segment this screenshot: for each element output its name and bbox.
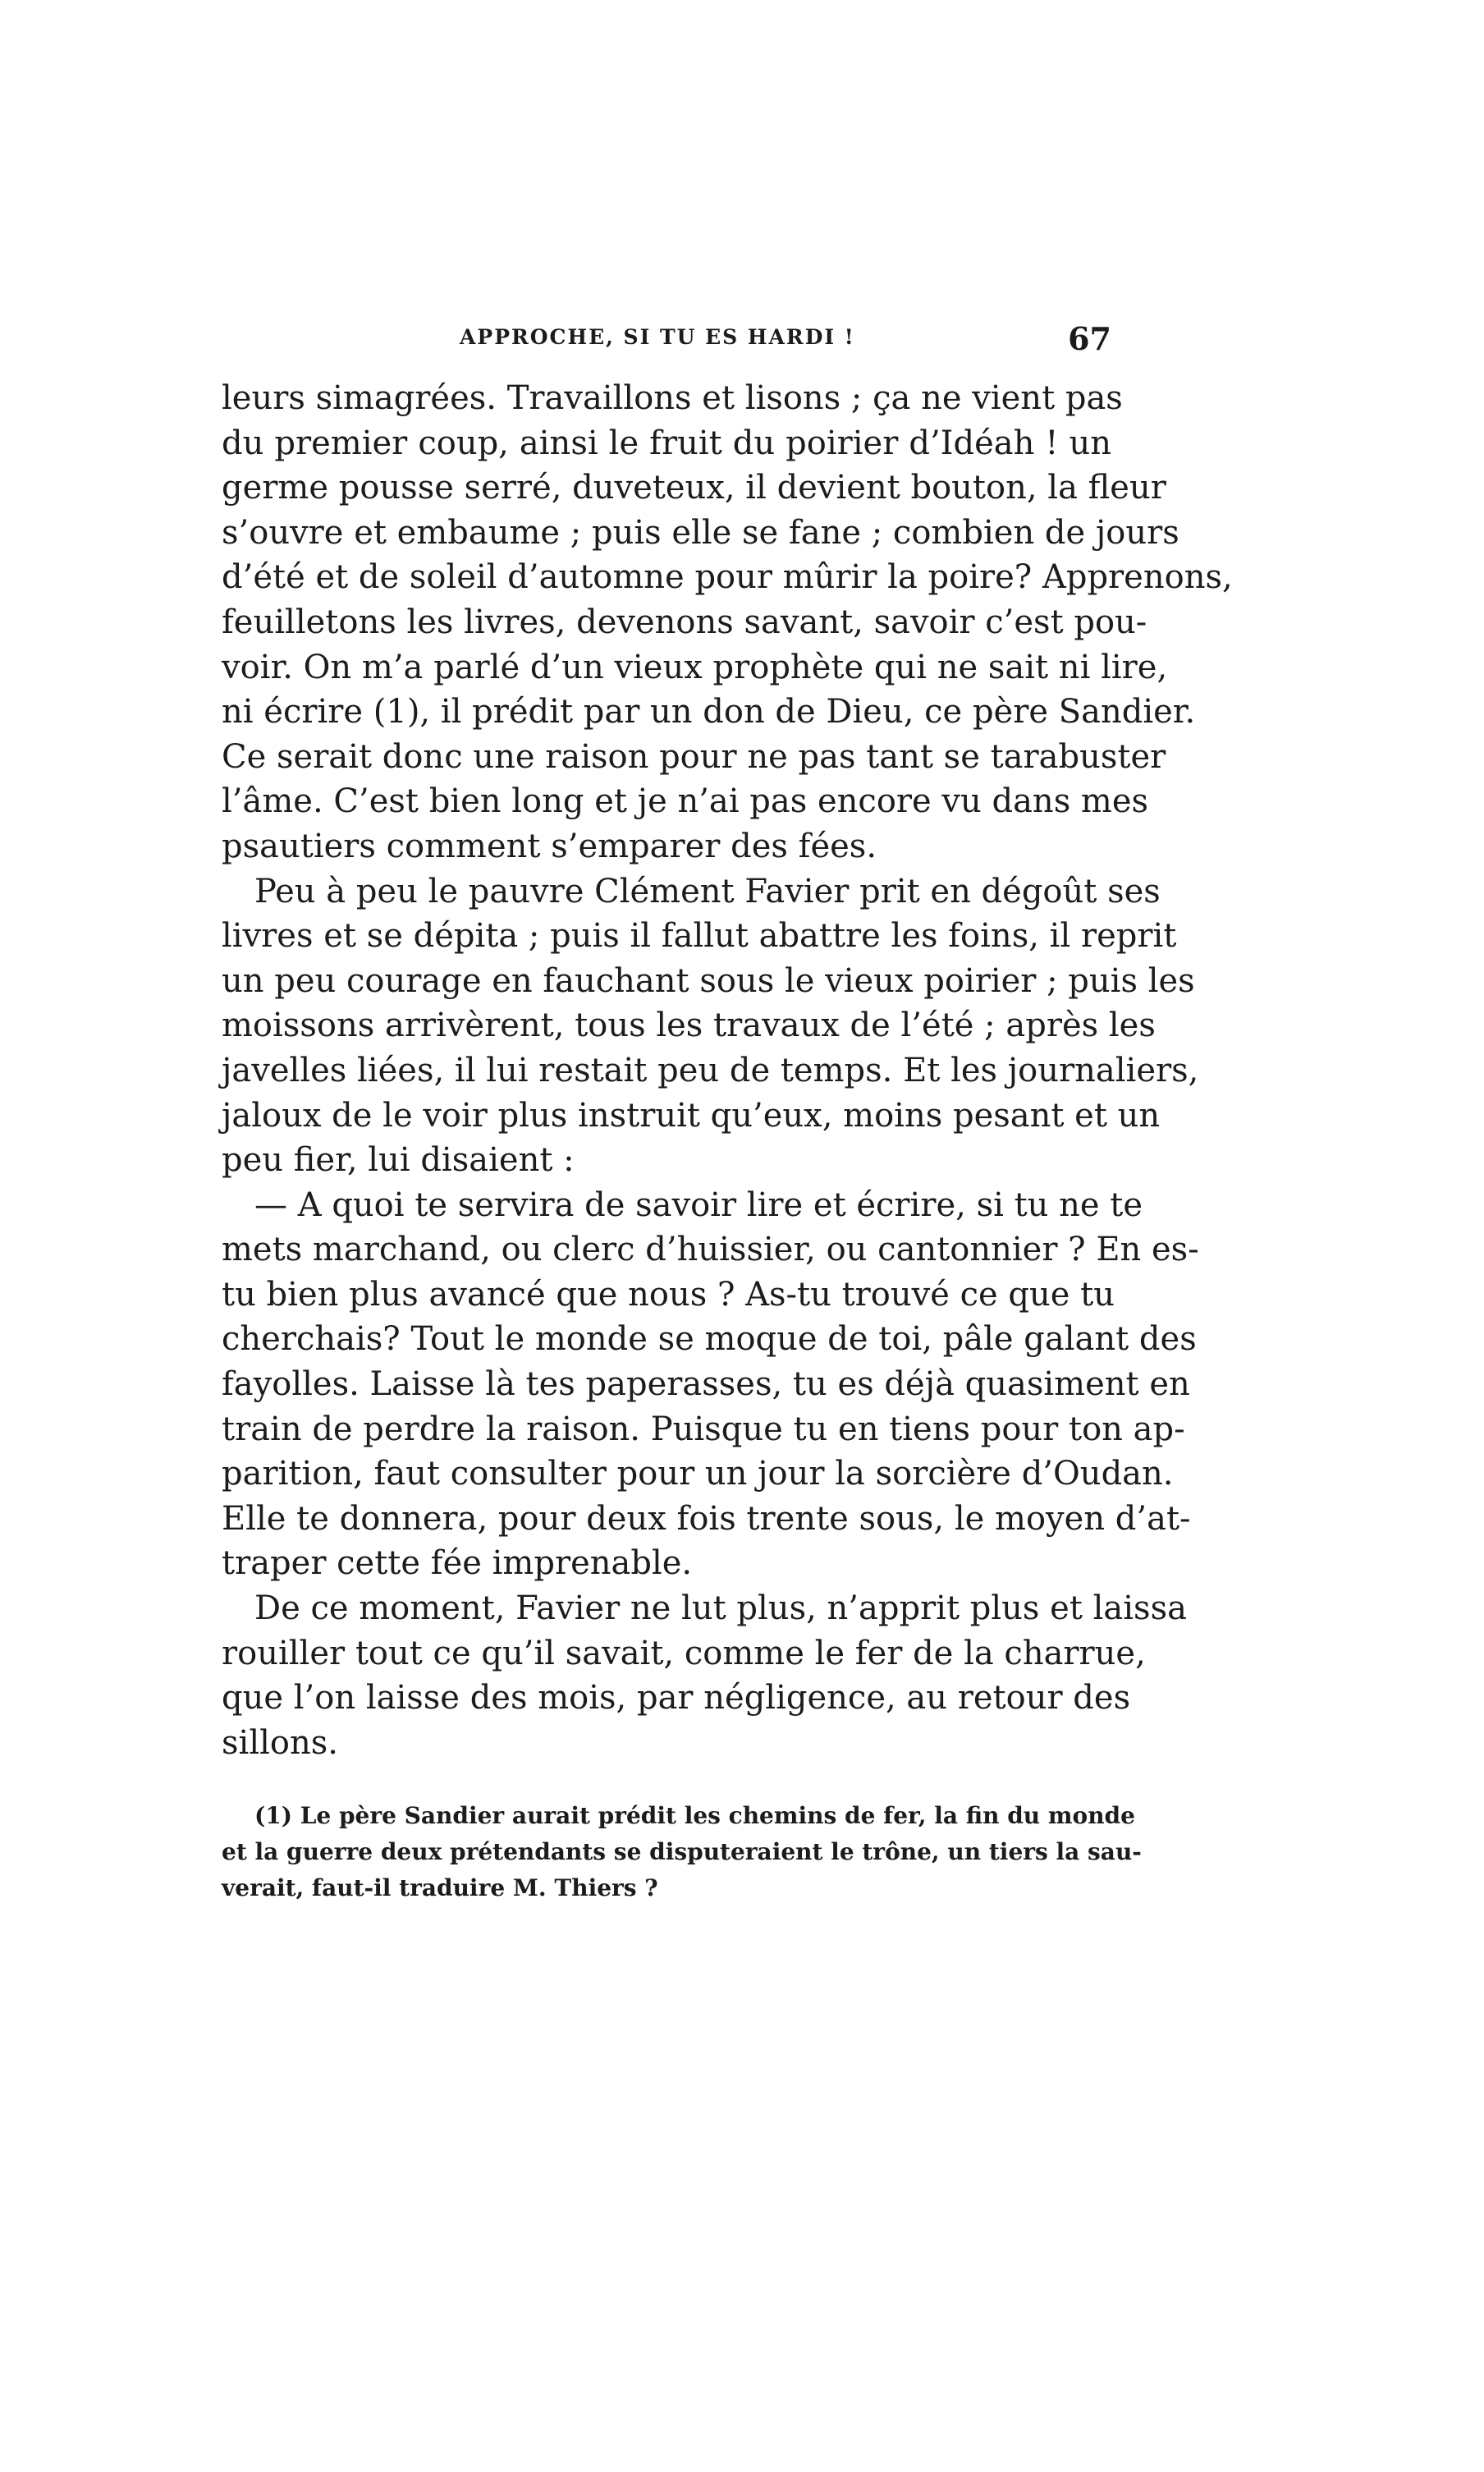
paragraph-1	[222, 376, 1233, 869]
text-line: livres et se dépita ; puis il fallut abattre les foins, il reprit	[222, 917, 1177, 956]
text-line: — A quoi te servira de savoir lire et écrire, si tu ne te	[254, 1186, 1143, 1224]
text-line: fayolles. Laisse là tes paperasses, tu es déjà quasiment en	[222, 1365, 1190, 1404]
text-line: train de perdre la raison. Puisque tu en tiens pour ton ap-	[222, 1410, 1185, 1448]
text-line: jaloux de le voir plus instruit qu’eux, moins pesant et un	[222, 1096, 1161, 1135]
footnote-line: verait, faut-il traduire M. Thiers ?	[222, 1874, 658, 1901]
text-line: voir. On m’a parlé d’un vieux prophète qui ne sait ni lire,	[222, 648, 1168, 686]
text-line: feuilletons les livres, devenons savant, savoir c’est pou-	[222, 603, 1147, 641]
text-line: Peu à peu le pauvre Clément Favier prit en dégoût ses	[254, 872, 1161, 910]
text-line: tu bien plus avancé que nous ? As-tu trouvé ce que tu	[222, 1275, 1115, 1314]
text-line: rouiller tout ce qu’il savait, comme le fer de la charrue,	[222, 1634, 1146, 1672]
text-line: Elle te donnera, pour deux fois trente sous, le moyen d’at-	[222, 1499, 1191, 1538]
paragraph-3-dialogue	[222, 1183, 1199, 1586]
text-line: De ce moment, Favier ne lut plus, n’apprit plus et laissa	[254, 1589, 1187, 1628]
text-line: traper cette fée imprenable.	[222, 1544, 693, 1583]
text-line: l’âme. C’est bien long et je n’ai pas encore vu dans mes	[222, 782, 1149, 821]
text-line: leurs simagrées. Travaillons et lisons ; ça ne vient pas	[222, 379, 1123, 417]
body-text	[222, 376, 1233, 1765]
page-number: 67	[1068, 320, 1111, 357]
footnote-line: (1) Le père Sandier aurait prédit les chemins de fer, la fin du monde	[254, 1802, 1135, 1829]
footnote	[222, 1798, 1142, 1906]
running-head	[222, 320, 1111, 366]
paragraph-4	[222, 1586, 1187, 1765]
text-line: s’ouvre et embaume ; puis elle se fane ; combien de jours	[222, 513, 1179, 552]
paragraph-2	[222, 869, 1199, 1183]
text-line: Ce serait donc une raison pour ne pas tant se tarabuster	[222, 737, 1166, 776]
text-line: ni écrire (1), il prédit par un don de Dieu, ce père Sandier.	[222, 693, 1196, 732]
running-title: APPROCHE, SI TU ES HARDI !	[460, 325, 855, 349]
text-line: sillons.	[222, 1723, 338, 1762]
text-line: que l’on laisse des mois, par négligence, au retour des	[222, 1679, 1131, 1718]
text-line: du premier coup, ainsi le fruit du poirier d’Idéah ! un	[222, 424, 1111, 462]
text-line: cherchais? Tout le monde se moque de toi, pâle galant des	[222, 1320, 1197, 1359]
text-line: javelles liées, il lui restait peu de temps. Et les journaliers,	[222, 1051, 1199, 1089]
text-line: parition, faut consulter pour un jour la sorcière d’Oudan.	[222, 1455, 1174, 1493]
text-line: peu fier, lui disaient :	[222, 1141, 575, 1180]
text-line: mets marchand, ou clerc d’huissier, ou cantonnier ? En es-	[222, 1231, 1199, 1269]
text-line: moissons arrivèrent, tous les travaux de l’été ; après les	[222, 1007, 1156, 1045]
text-line: psautiers comment s’emparer des fées.	[222, 827, 877, 865]
text-line: d’été et de soleil d’automne pour mûrir la poire? Apprenons,	[222, 558, 1233, 597]
text-line: un peu courage en fauchant sous le vieux poirier ; puis les	[222, 961, 1195, 1000]
footnote-line: et la guerre deux prétendants se disputeraient le trône, un tiers la sau-	[222, 1838, 1142, 1865]
text-line: germe pousse serré, duveteux, il devient bouton, la fleur	[222, 469, 1166, 507]
